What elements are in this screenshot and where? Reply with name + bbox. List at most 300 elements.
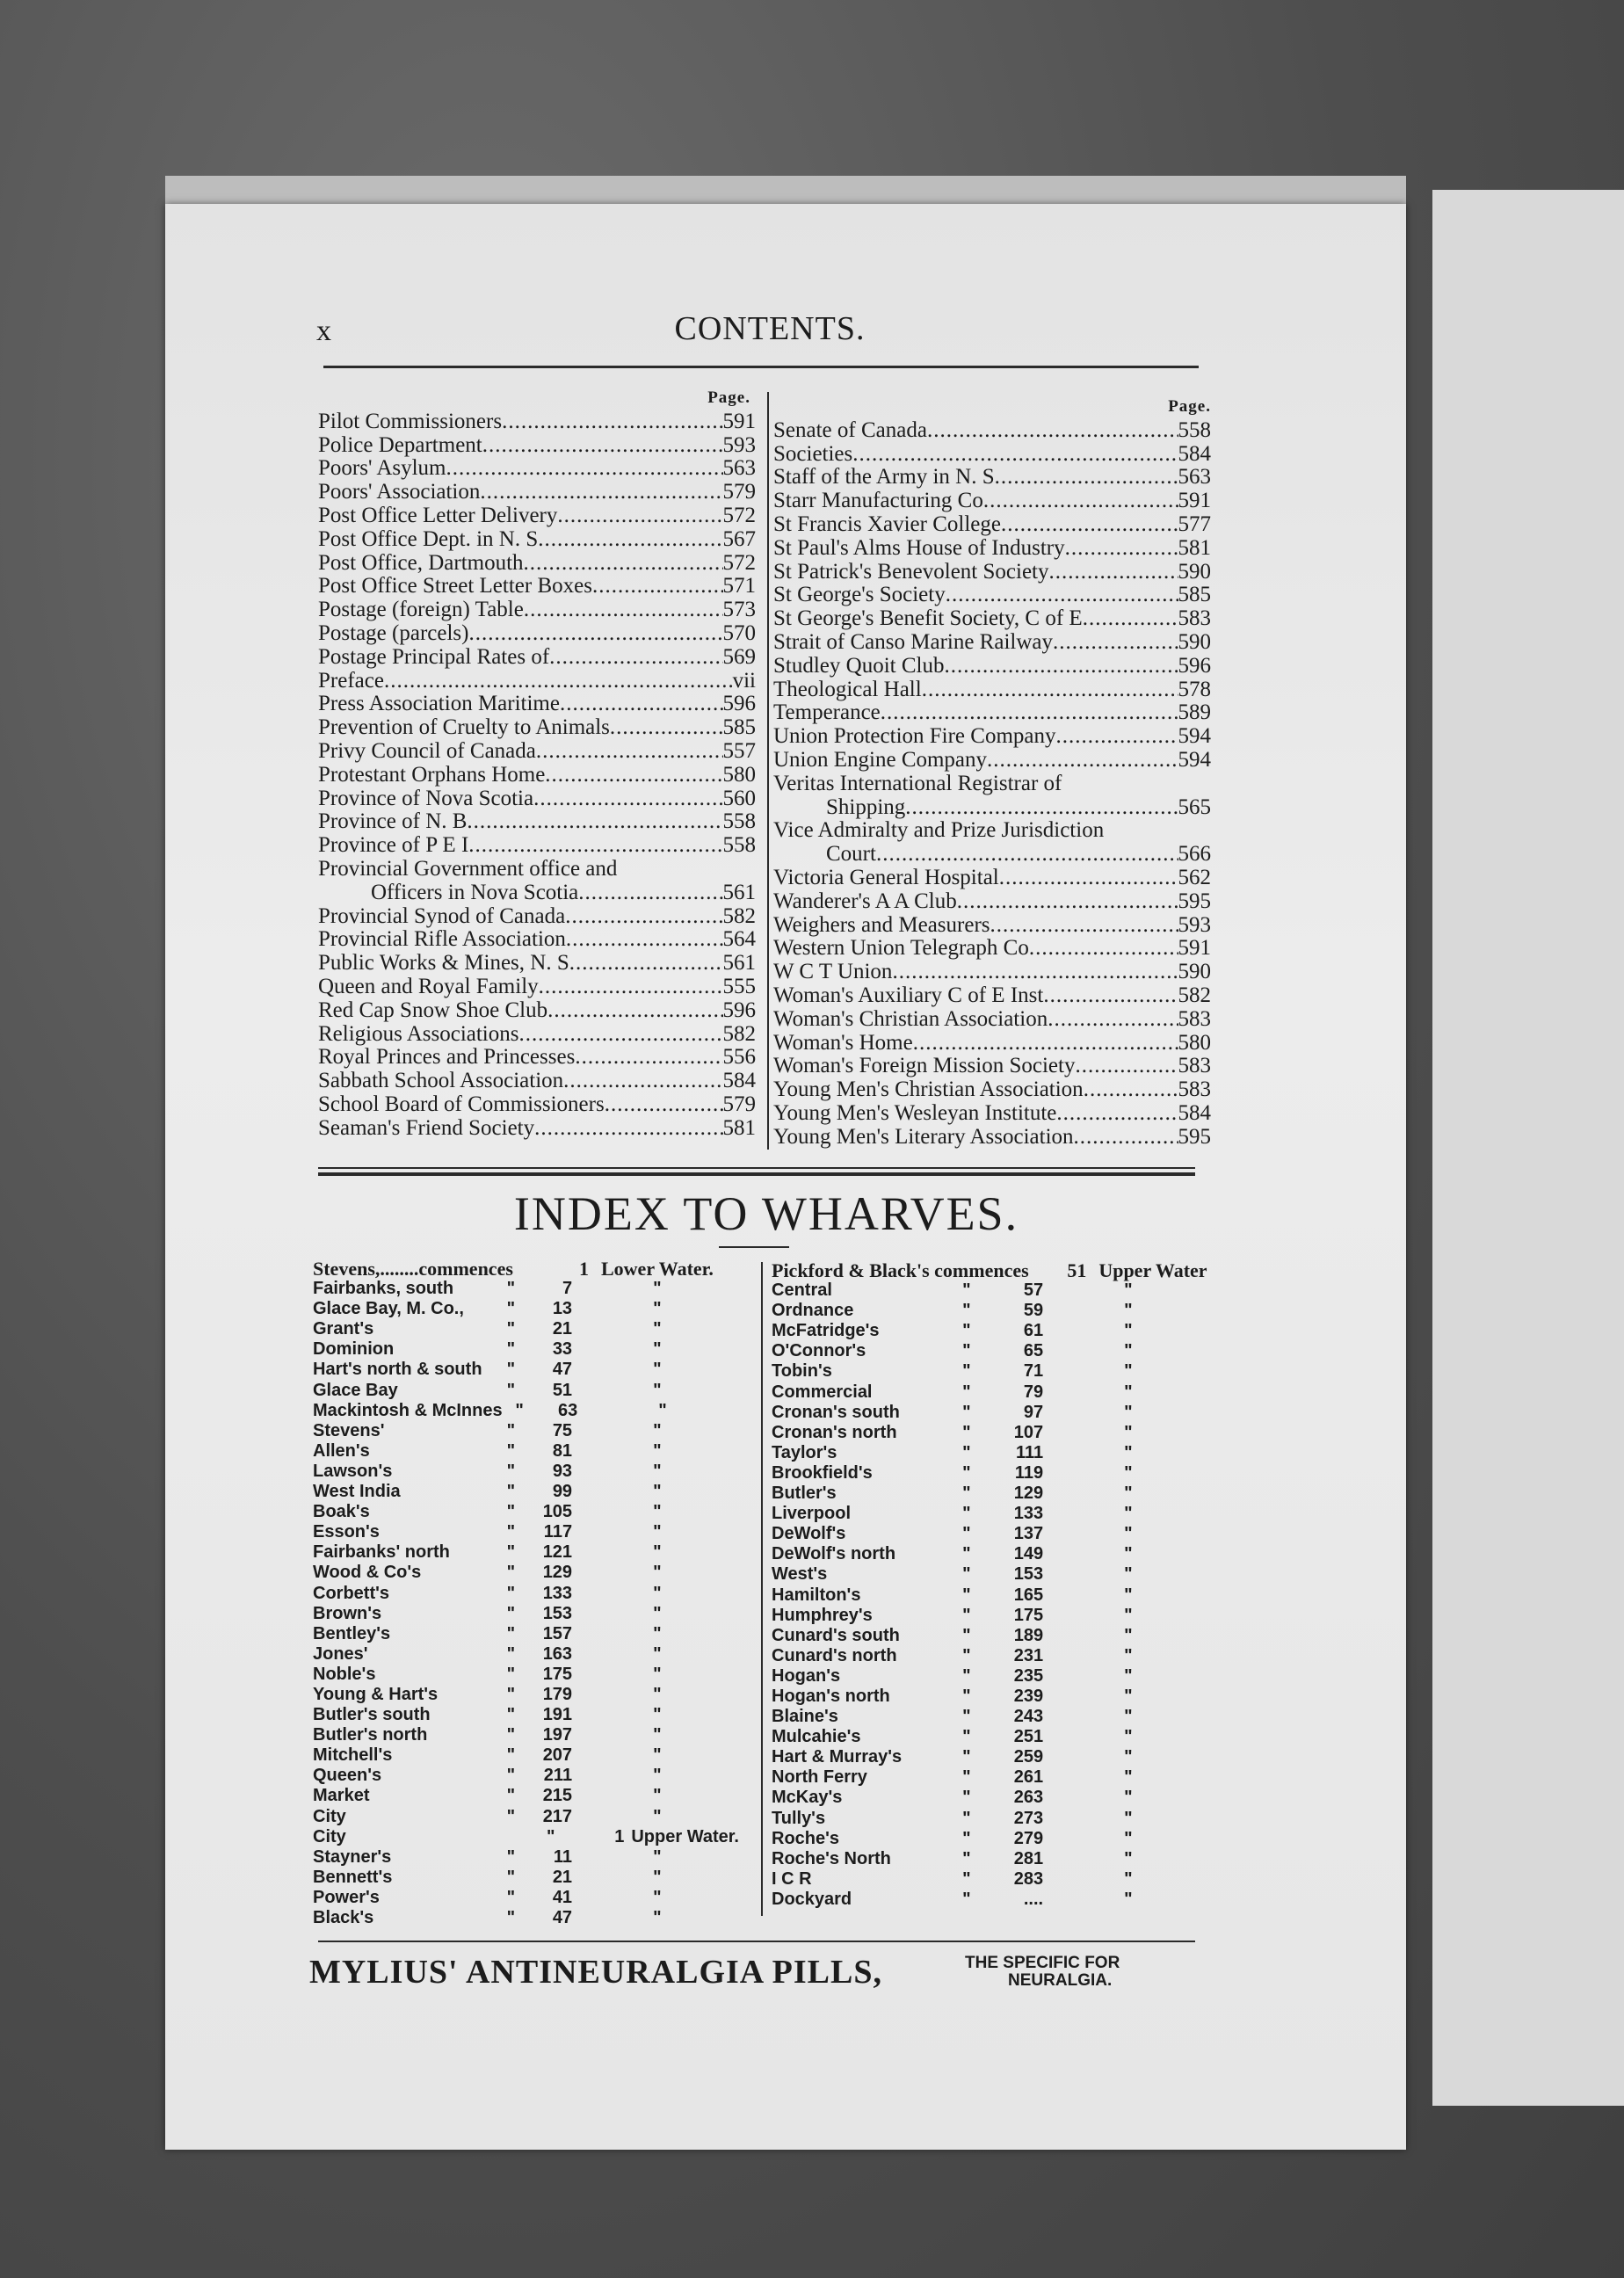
wharf-name: Stevens,........commences xyxy=(313,1258,513,1280)
ditto-mark: " xyxy=(653,1542,662,1563)
contents-entry-page: 557 xyxy=(722,738,756,763)
contents-entry xyxy=(773,1126,1211,1150)
leader-dots xyxy=(927,419,1178,443)
wharf-name: West's xyxy=(772,1564,828,1585)
contents-entry-page: 578 xyxy=(1178,677,1211,701)
ditto-mark: " xyxy=(962,1321,971,1341)
contents-entry-name: Veritas International Registrar of xyxy=(773,771,1062,795)
wharf-name: Tobin's xyxy=(772,1361,832,1382)
contents-entry xyxy=(318,905,756,929)
ditto-mark: " xyxy=(506,1279,516,1299)
wharf-row xyxy=(772,1687,1229,1707)
wharf-number: 133 xyxy=(1013,1504,1044,1524)
ditto-mark: " xyxy=(506,1299,516,1319)
contents-entry-name: W C T Union xyxy=(773,960,893,984)
wharf-row xyxy=(772,1361,1229,1382)
contents-entry-name: Provincial Rifle Association xyxy=(318,927,566,952)
contents-entry xyxy=(773,1032,1211,1056)
wharf-row xyxy=(772,1869,1229,1890)
ditto-mark: " xyxy=(506,1603,516,1623)
ditto-mark: " xyxy=(962,1808,971,1828)
wharf-number: 129 xyxy=(1013,1484,1044,1504)
wharf-name: Cronan's south xyxy=(772,1402,900,1422)
wharf-number: 129 xyxy=(542,1563,573,1583)
contents-title: CONTENTS. xyxy=(674,310,866,347)
wharf-name: Mitchell's xyxy=(313,1745,393,1766)
wharf-row xyxy=(313,1665,761,1685)
ditto-mark: " xyxy=(653,1623,662,1643)
contents-entry-page: 590 xyxy=(1178,629,1211,654)
ditto-mark: " xyxy=(962,1280,971,1301)
contents-entry xyxy=(318,787,756,811)
contents-entry xyxy=(773,937,1211,961)
leader-dots xyxy=(1084,1078,1178,1102)
contents-left-column xyxy=(318,387,756,1141)
contents-entry-page: 560 xyxy=(722,786,756,810)
wharf-number: 65 xyxy=(1023,1341,1044,1361)
leader-dots xyxy=(876,843,1178,867)
ditto-mark: " xyxy=(1124,1686,1133,1706)
wharf-row xyxy=(313,1279,761,1299)
contents-entry xyxy=(318,504,756,528)
ditto-mark: " xyxy=(653,1522,662,1542)
contents-entry-page: 585 xyxy=(722,715,756,740)
ditto-mark: " xyxy=(506,1420,516,1440)
wharf-number: 153 xyxy=(1013,1564,1044,1585)
contents-entry xyxy=(318,928,756,952)
contents-entry-page: 558 xyxy=(722,833,756,858)
wharf-name: Hart's north & south xyxy=(313,1360,482,1380)
wharf-name: Market xyxy=(313,1786,370,1806)
wharf-name: Fairbanks, south xyxy=(313,1279,454,1299)
contents-entry-name: Theological Hall xyxy=(773,677,922,701)
ditto-mark: " xyxy=(653,1664,662,1684)
wharf-number: 211 xyxy=(543,1766,573,1786)
contents-entry-page: 591 xyxy=(1178,936,1211,961)
leader-dots xyxy=(1083,607,1178,631)
wharf-name: City xyxy=(313,1826,346,1846)
contents-entry-name: Woman's Foreign Mission Society xyxy=(773,1054,1076,1078)
contents-entry-page: 555 xyxy=(722,974,756,998)
wharf-number: 47 xyxy=(552,1360,573,1380)
contents-entry xyxy=(318,1023,756,1047)
wharf-number: 111 xyxy=(1015,1442,1044,1462)
wharf-row xyxy=(772,1585,1229,1606)
contents-entry-page: 572 xyxy=(722,550,756,575)
ditto-mark: " xyxy=(653,1745,662,1766)
contents-entry-page: 593 xyxy=(1178,912,1211,937)
wharf-name: Butler's xyxy=(772,1484,837,1504)
ditto-mark: " xyxy=(506,1380,516,1400)
contents-entry-page: 582 xyxy=(722,1021,756,1046)
ditto-mark: " xyxy=(506,1867,516,1887)
contents-entry xyxy=(773,749,1211,773)
ditto-mark: " xyxy=(962,1564,971,1585)
ditto-mark: " xyxy=(962,1605,971,1625)
wharf-name: Ordnance xyxy=(772,1301,854,1321)
wharf-row xyxy=(772,1280,1229,1301)
wharf-number: 191 xyxy=(542,1705,573,1725)
contents-entry-name: St Francis Xavier College xyxy=(773,511,1001,536)
wharf-number: 1 xyxy=(614,1826,625,1846)
ditto-mark: " xyxy=(653,1279,662,1299)
leader-dots xyxy=(480,481,722,504)
leader-dots xyxy=(565,905,722,929)
contents-entry-page: 583 xyxy=(1178,606,1211,631)
contents-entry-page: 561 xyxy=(722,880,756,904)
wharf-name: McFatridge's xyxy=(772,1321,880,1341)
ditto-mark: " xyxy=(506,1583,516,1603)
ditto-mark: " xyxy=(653,1482,662,1502)
page-top-edge xyxy=(165,176,1406,207)
contents-entry xyxy=(318,740,756,764)
contents-entry-name: Post Office, Dartmouth xyxy=(318,550,524,575)
section-rule xyxy=(318,1172,1195,1176)
wharf-row xyxy=(772,1504,1229,1524)
contents-entry xyxy=(318,410,756,434)
contents-entry xyxy=(318,1117,756,1141)
contents-entry-name: Union Engine Company xyxy=(773,747,988,772)
ditto-mark: " xyxy=(1124,1280,1133,1301)
contents-entry-name: Poors' Asylum xyxy=(318,456,446,481)
wharf-number: 197 xyxy=(542,1725,573,1745)
wharf-row xyxy=(313,1584,761,1604)
contents-entry xyxy=(773,1078,1211,1102)
contents-entry-page: 590 xyxy=(1178,960,1211,984)
wharf-number: 279 xyxy=(1013,1828,1044,1848)
ditto-mark: " xyxy=(506,1623,516,1643)
page-number: x xyxy=(316,315,331,347)
contents-entry-page: 594 xyxy=(1178,747,1211,772)
ditto-mark: " xyxy=(962,1727,971,1747)
leader-dots xyxy=(557,504,722,528)
wharf-name: Brookfield's xyxy=(772,1462,873,1483)
ditto-mark: " xyxy=(1124,1382,1133,1402)
ditto-mark: " xyxy=(506,1319,516,1339)
contents-entry xyxy=(318,599,756,622)
ditto-mark: " xyxy=(653,1684,662,1704)
contents-entry-page: 596 xyxy=(1178,653,1211,678)
contents-entry-page: 569 xyxy=(722,644,756,669)
contents-entry xyxy=(773,773,1211,796)
leader-dots xyxy=(913,1032,1178,1056)
ditto-mark: " xyxy=(1124,1544,1133,1564)
leader-dots xyxy=(852,443,1178,467)
wharf-row xyxy=(772,1809,1229,1829)
wharf-row xyxy=(313,1401,761,1421)
wharf-number: 61 xyxy=(1023,1321,1044,1341)
contents-entry-name: Postage Principal Rates of xyxy=(318,644,550,669)
wharf-number: 153 xyxy=(542,1603,573,1623)
wharf-row xyxy=(313,1339,761,1360)
contents-entry-name: Provincial Government office and xyxy=(318,856,618,881)
contents-entry xyxy=(318,670,756,693)
wharf-name: Liverpool xyxy=(772,1504,852,1524)
footer-advertisement-tagline: THE SPECIFIC FOR NEURALGIA. xyxy=(965,1954,1120,1990)
wharf-name: Corbett's xyxy=(313,1583,389,1603)
contents-entry-name: Young Men's Wesleyan Institute xyxy=(773,1100,1057,1125)
wharf-name: Noble's xyxy=(313,1664,376,1684)
wharf-number: 243 xyxy=(1013,1707,1044,1727)
ditto-mark: " xyxy=(653,1846,662,1867)
wharf-name: Hogan's north xyxy=(772,1686,890,1706)
wharf-number: 59 xyxy=(1023,1301,1044,1321)
contents-entry-name: Press Association Maritime xyxy=(318,692,560,716)
wharf-number: .... xyxy=(1023,1889,1044,1909)
wharf-row xyxy=(772,1443,1229,1463)
wharf-number: 33 xyxy=(552,1339,573,1360)
wharf-number: 189 xyxy=(1013,1625,1044,1645)
contents-entry-name: Young Men's Literary Association xyxy=(773,1124,1074,1149)
contents-entry-page: 564 xyxy=(722,927,756,952)
leader-dots xyxy=(563,1070,722,1093)
contents-entry xyxy=(773,1008,1211,1032)
ditto-mark: " xyxy=(962,1645,971,1665)
wharf-row xyxy=(772,1829,1229,1849)
ditto-mark: " xyxy=(962,1828,971,1848)
wharf-row xyxy=(313,1319,761,1339)
contents-entry-name: St Patrick's Benevolent Society xyxy=(773,559,1049,584)
contents-entry-name: St George's Society xyxy=(773,583,946,607)
ditto-mark: " xyxy=(962,1341,971,1361)
contents-entry-name: Vice Admiralty and Prize Jurisdiction xyxy=(773,818,1105,843)
leader-dots xyxy=(524,552,723,576)
wharf-name: Dominion xyxy=(313,1339,395,1360)
wharf-row xyxy=(772,1423,1229,1443)
wharf-name: Butler's north xyxy=(313,1725,428,1745)
wharf-number: 137 xyxy=(1013,1524,1044,1544)
wharf-name: Hamilton's xyxy=(772,1585,861,1605)
leader-dots xyxy=(547,999,722,1023)
contents-entry-page: 580 xyxy=(1178,1030,1211,1055)
header-rule xyxy=(323,366,1199,368)
ditto-mark: " xyxy=(962,1442,971,1462)
leader-dots xyxy=(569,952,723,976)
wharf-number: 235 xyxy=(1013,1665,1044,1686)
ditto-mark: " xyxy=(506,1745,516,1766)
ditto-mark: " xyxy=(1124,1788,1133,1808)
wharf-name: Stevens' xyxy=(313,1420,385,1440)
ditto-mark: " xyxy=(1124,1605,1133,1625)
contents-entry-name: Police Department xyxy=(318,432,482,457)
wharf-row xyxy=(772,1646,1229,1666)
contents-entry-page: 584 xyxy=(1178,1100,1211,1125)
adjacent-page-edge xyxy=(1432,190,1624,2106)
leader-dots xyxy=(533,787,722,811)
wharf-row xyxy=(772,1321,1229,1341)
contents-entry xyxy=(773,513,1211,537)
ditto-mark: " xyxy=(962,1848,971,1868)
wharf-row xyxy=(313,1705,761,1725)
contents-entry xyxy=(318,764,756,787)
contents-entry xyxy=(773,984,1211,1008)
contents-entry-page: 563 xyxy=(722,456,756,481)
wharf-row xyxy=(772,1301,1229,1321)
wharf-name: Wood & Co's xyxy=(313,1563,422,1583)
page-column-heading: Page. xyxy=(707,388,750,407)
wharf-name: Commercial xyxy=(772,1382,873,1402)
ditto-mark: " xyxy=(653,1420,662,1440)
contents-entry xyxy=(773,843,1211,867)
wharf-number: 133 xyxy=(542,1583,573,1603)
wharf-number: 97 xyxy=(1023,1402,1044,1422)
wharf-name: Jones' xyxy=(313,1643,368,1664)
contents-entry-name: Woman's Home xyxy=(773,1030,913,1055)
contents-entry xyxy=(318,622,756,646)
contents-entry xyxy=(318,481,756,504)
wharf-number: 175 xyxy=(542,1664,573,1684)
wharf-number: 215 xyxy=(542,1786,573,1806)
contents-entry-name: Court xyxy=(826,842,876,867)
ditto-mark: " xyxy=(653,1766,662,1786)
wharf-number: 93 xyxy=(552,1461,573,1481)
contents-entry-page: 583 xyxy=(1178,1054,1211,1078)
contents-entry-page: 579 xyxy=(722,480,756,504)
contents-entry xyxy=(773,655,1211,678)
wharf-number: 217 xyxy=(542,1806,573,1826)
leader-dots xyxy=(605,1093,723,1117)
wharf-number: 51 xyxy=(1067,1259,1087,1281)
wharf-row xyxy=(313,1441,761,1462)
contents-entry-page: 572 xyxy=(722,503,756,527)
contents-entry xyxy=(318,881,756,905)
wharf-number: 1 xyxy=(579,1258,589,1280)
wharf-name: Blaine's xyxy=(772,1707,838,1727)
wharf-number: 75 xyxy=(552,1420,573,1440)
ditto-mark: " xyxy=(962,1382,971,1402)
wharf-row xyxy=(772,1788,1229,1808)
ditto-mark: " xyxy=(1124,1564,1133,1585)
contents-entry-name: Starr Manufacturing Co xyxy=(773,489,983,513)
contents-entry-name: Young Men's Christian Association xyxy=(773,1077,1084,1102)
wharf-row xyxy=(313,1685,761,1705)
wharf-number: 149 xyxy=(1013,1544,1044,1564)
ditto-mark: " xyxy=(653,1725,662,1745)
wharf-number: 21 xyxy=(552,1867,573,1887)
ditto-mark: " xyxy=(1124,1848,1133,1868)
ditto-mark: " xyxy=(653,1643,662,1664)
contents-entry-name: Weighers and Measurers xyxy=(773,912,990,937)
wharf-name: Young & Hart's xyxy=(313,1684,439,1704)
contents-entry-name: Royal Princes and Princesses xyxy=(318,1045,576,1070)
ditto-mark: " xyxy=(1124,1808,1133,1828)
contents-entry-name: Woman's Auxiliary C of E Inst xyxy=(773,983,1044,1007)
wharf-name: Queen's xyxy=(313,1766,382,1786)
contents-entry-name: St Paul's Alms House of Industry xyxy=(773,535,1065,560)
leader-dots xyxy=(1048,1008,1178,1032)
leader-dots xyxy=(1029,937,1178,961)
contents-entry xyxy=(773,584,1211,607)
wharf-number: 163 xyxy=(542,1643,573,1664)
wharf-row xyxy=(313,1542,761,1563)
contents-entry-name: Post Office Dept. in N. S xyxy=(318,526,539,551)
wharf-number: 79 xyxy=(1023,1382,1044,1402)
contents-entry-page: 591 xyxy=(1178,489,1211,513)
ditto-mark: " xyxy=(962,1665,971,1686)
contents-entry xyxy=(773,678,1211,702)
wharf-number: 207 xyxy=(542,1745,573,1766)
ditto-mark: " xyxy=(1124,1524,1133,1544)
ditto-mark: " xyxy=(506,1482,516,1502)
wharf-row xyxy=(772,1606,1229,1626)
ditto-mark: " xyxy=(962,1484,971,1504)
contents-entry-name: Societies xyxy=(773,441,853,466)
wharf-row xyxy=(313,1563,761,1583)
contents-entry-name: Post Office Letter Delivery xyxy=(318,503,558,527)
wharf-row xyxy=(313,1847,761,1868)
contents-entry-name: Protestant Orphans Home xyxy=(318,762,546,787)
wharf-row xyxy=(313,1725,761,1745)
contents-entry xyxy=(318,646,756,670)
wharf-number: 99 xyxy=(552,1482,573,1502)
ditto-mark: " xyxy=(653,1563,662,1583)
wharf-name: Humphrey's xyxy=(772,1605,873,1625)
wharf-name: Esson's xyxy=(313,1522,380,1542)
wharf-number: 13 xyxy=(552,1299,573,1319)
ditto-mark: " xyxy=(962,1788,971,1808)
wharf-name: O'Connor's xyxy=(772,1341,866,1361)
wharf-row xyxy=(772,1524,1229,1544)
contents-entry xyxy=(773,701,1211,725)
wharf-name: Cunard's south xyxy=(772,1625,900,1645)
ditto-mark: " xyxy=(1124,1707,1133,1727)
wharf-row xyxy=(313,1827,761,1847)
ditto-mark: " xyxy=(658,1400,667,1420)
wharf-name: Boak's xyxy=(313,1502,370,1522)
wharf-name: Bentley's xyxy=(313,1623,391,1643)
leader-dots xyxy=(575,1046,722,1070)
contents-entry-page: 562 xyxy=(1178,865,1211,889)
contents-entry-page: 566 xyxy=(1178,842,1211,867)
contents-entry xyxy=(318,1093,756,1117)
wharf-name: Roche's xyxy=(772,1828,840,1848)
contents-entry xyxy=(318,976,756,999)
contents-entry-name: Postage (foreign) Table xyxy=(318,598,524,622)
wharf-number: 117 xyxy=(543,1522,573,1542)
ditto-mark: " xyxy=(1124,1301,1133,1321)
ditto-mark: " xyxy=(653,1908,662,1927)
leader-dots xyxy=(1001,513,1178,537)
wharf-name: West India xyxy=(313,1482,401,1502)
leader-dots xyxy=(1056,1102,1178,1126)
ditto-mark: " xyxy=(962,1707,971,1727)
ditto-mark: " xyxy=(962,1402,971,1422)
leader-dots xyxy=(592,575,723,599)
contents-entry xyxy=(318,528,756,552)
wharf-number: 157 xyxy=(542,1623,573,1643)
wharf-name: Hogan's xyxy=(772,1665,841,1686)
ditto-mark: " xyxy=(506,1705,516,1725)
ditto-mark: " xyxy=(1124,1402,1133,1422)
contents-entry-name: Red Cap Snow Shoe Club xyxy=(318,998,548,1022)
leader-dots xyxy=(578,881,722,905)
ditto-mark: " xyxy=(1124,1767,1133,1788)
wharf-number: 281 xyxy=(1013,1848,1044,1868)
ditto-mark: " xyxy=(506,1542,516,1563)
ditto-mark: " xyxy=(506,1440,516,1461)
wharf-name: Brown's xyxy=(313,1603,382,1623)
wharf-number: 239 xyxy=(1013,1686,1044,1706)
contents-entry-page: 558 xyxy=(722,809,756,834)
wharf-heading-row xyxy=(772,1260,1229,1280)
contents-entry-page: 596 xyxy=(722,692,756,716)
leader-dots xyxy=(468,834,722,858)
wharf-number: 21 xyxy=(552,1319,573,1339)
contents-entry-name: Woman's Christian Association xyxy=(773,1006,1048,1031)
contents-entry-name: Public Works & Mines, N. S xyxy=(318,951,569,976)
contents-entry xyxy=(773,914,1211,938)
contents-entry xyxy=(773,537,1211,561)
